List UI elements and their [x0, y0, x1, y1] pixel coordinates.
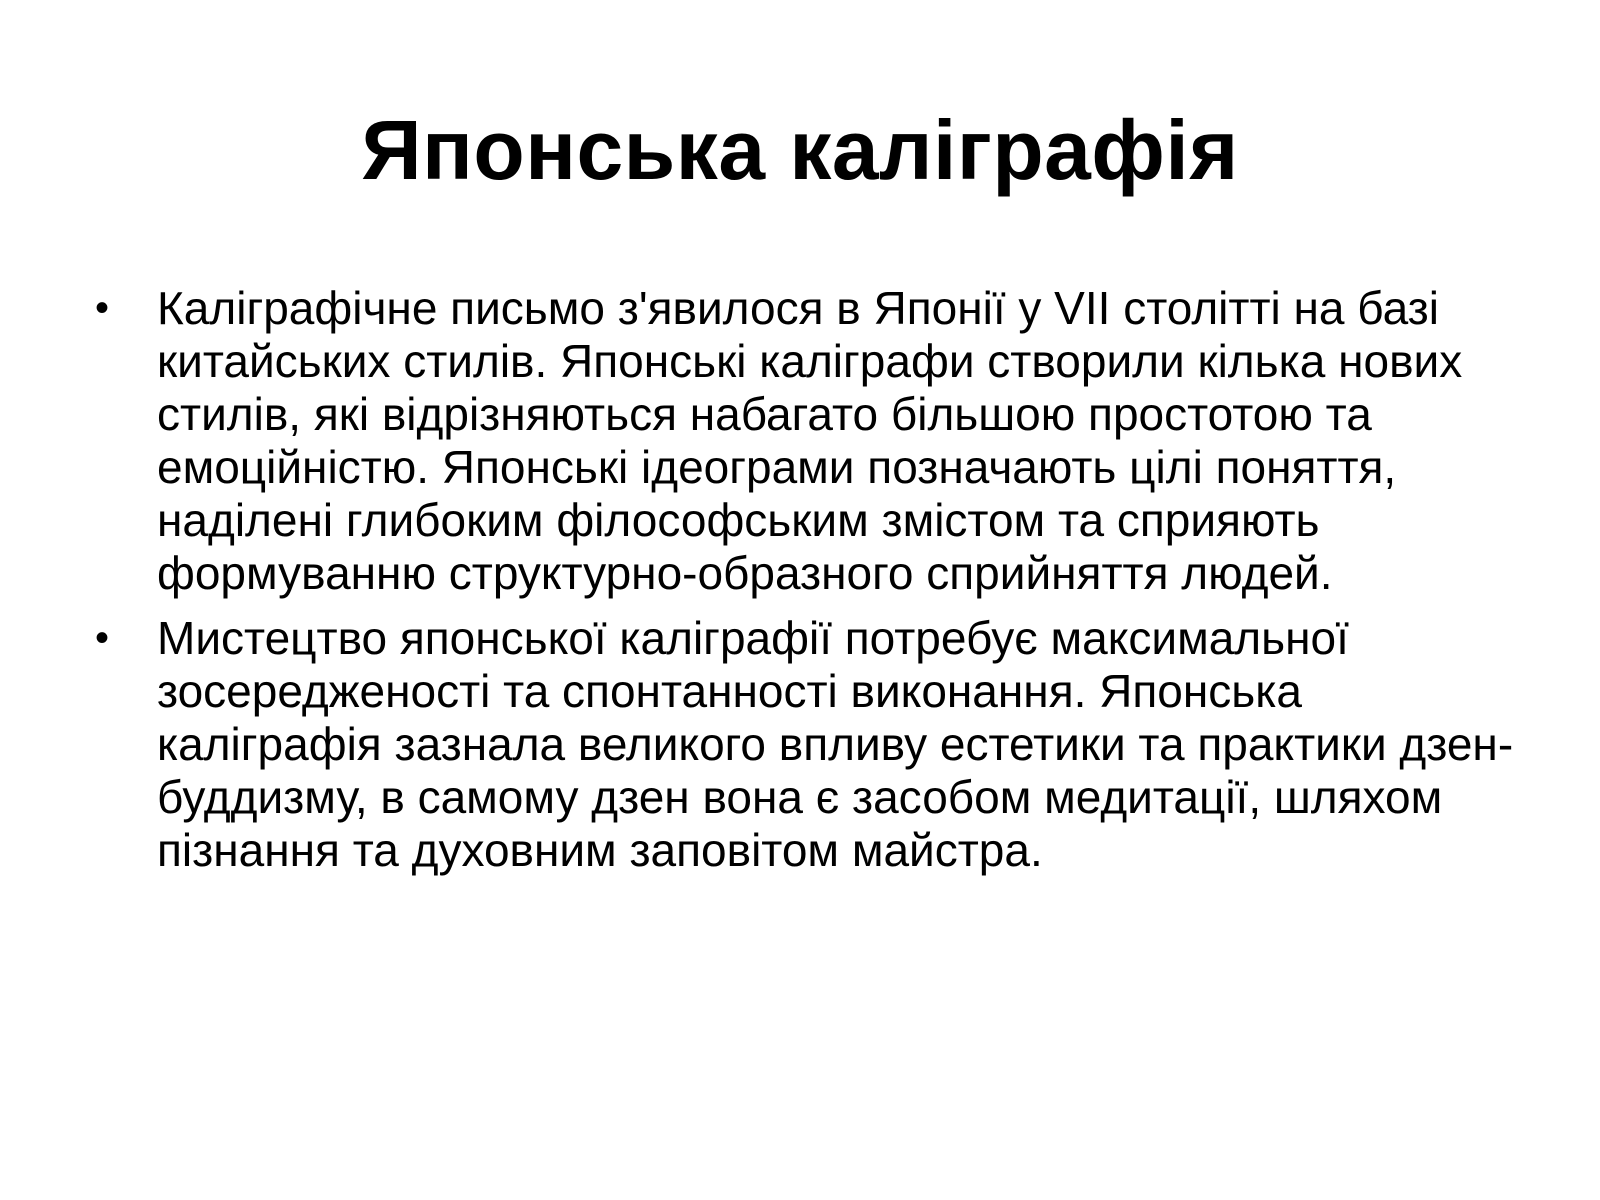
- bullet-item: [95, 612, 1535, 877]
- slide-title: Японська каліграфія: [361, 103, 1239, 197]
- bullet-icon: •: [95, 616, 110, 660]
- bullet-list: [95, 282, 1535, 889]
- bullet-icon: •: [95, 286, 110, 330]
- bullet-text: Мистецтво японської каліграфії потребує максимальної зосередженості та спонтанності виконання. Японська каліграфія зазнала великого впливу естетики та практики дзен-буддизму, в самому дзен вона є засобом медитації, шляхом пізнання та духовним заповітом майстра.: [157, 612, 1514, 876]
- bullet-text: Каліграфічне письмо з'явилося в Японії у VII столітті на базі китайських стилів. Японські каліграфи створили кілька нових стилів, які відрізняються набагато більшою простотою та емоційністю. Японські ідеограми позначають цілі поняття, наділені глибоким філософським змістом та сприяють формуванню структурно-образного сприйняття людей.: [157, 282, 1463, 599]
- bullet-item: [95, 282, 1535, 600]
